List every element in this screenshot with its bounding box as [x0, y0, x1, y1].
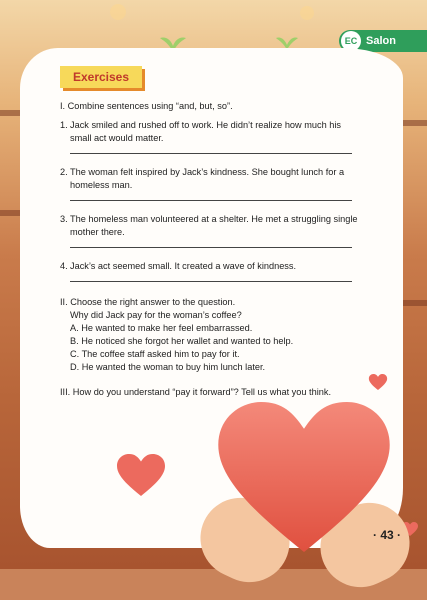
light-bokeh [300, 6, 314, 20]
part2-heading: II. Choose the right answer to the question. [60, 297, 236, 307]
question-item [60, 119, 360, 145]
question-number: 2. [60, 167, 68, 177]
ec-logo-icon: EC [341, 31, 361, 51]
heart-icon [368, 374, 388, 390]
question-number: 3. [60, 214, 68, 224]
question-number: 1. [60, 120, 68, 130]
part1-heading: I. Combine sentences using “and, but, so”. [60, 101, 233, 111]
answer-line[interactable] [70, 247, 352, 248]
question-text: The homeless man volunteered at a shelter. He met a struggling single mother there. [70, 214, 358, 237]
mc-option[interactable]: B. He noticed she forgot her wallet and wanted to help. [70, 336, 294, 346]
mc-option[interactable]: D. He wanted the woman to buy him lunch later. [70, 362, 266, 372]
answer-line[interactable] [70, 200, 352, 201]
shelf-left-lower [0, 210, 22, 216]
question-text: Jack’s act seemed small. It created a wave of kindness. [70, 261, 297, 271]
mc-option[interactable]: C. The coffee staff asked him to pay for it. [70, 349, 240, 359]
question-item [60, 260, 360, 273]
heart-icon [214, 402, 394, 552]
page-number: · 43 · [372, 528, 401, 542]
question-text: Jack smiled and rushed off to work. He didn’t realize how much his small act would matter. [70, 120, 341, 143]
question-item [60, 213, 360, 239]
shelf-left-upper [0, 110, 22, 116]
question-item [60, 166, 360, 192]
mc-option[interactable]: A. He wanted to make her feel embarrassed. [70, 323, 253, 333]
part3-heading: III. How do you understand “pay it forward”? Tell us what you think. [60, 387, 331, 397]
light-bokeh [110, 4, 126, 20]
heart-icon [116, 454, 166, 496]
answer-line[interactable] [70, 281, 352, 282]
question-number: 4. [60, 261, 68, 271]
exercise-content [60, 100, 360, 405]
answer-line[interactable] [70, 153, 352, 154]
mc-question: Why did Jack pay for the woman’s coffee? [70, 310, 242, 320]
question-text: The woman felt inspired by Jack’s kindness. She bought lunch for a homeless man. [70, 167, 345, 190]
exercises-title: Exercises [60, 66, 142, 88]
section-label: Salon [366, 35, 396, 47]
